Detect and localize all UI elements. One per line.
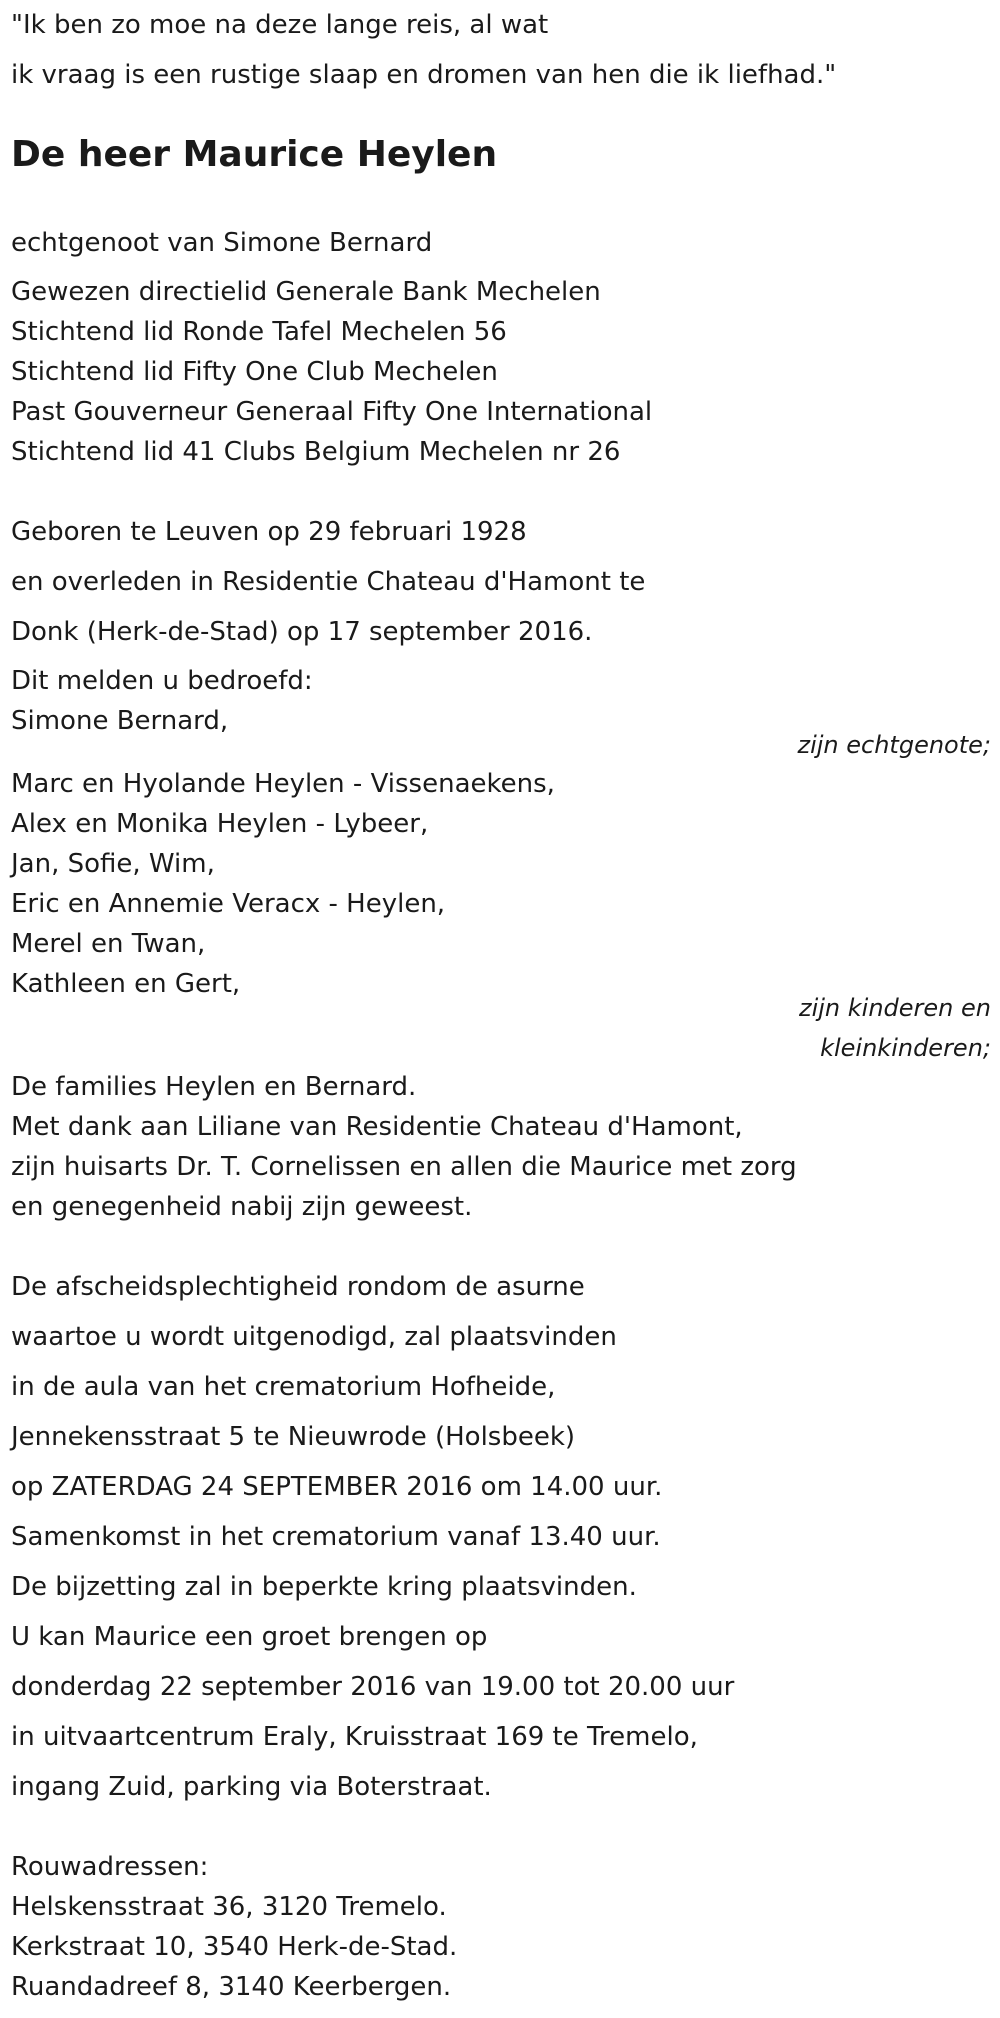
- families-line: De families Heylen en Bernard.: [11, 1072, 417, 1102]
- child-line: Kathleen en Gert,: [11, 969, 241, 999]
- address-line: Helskensstraat 36, 3120 Tremelo.: [11, 1892, 447, 1922]
- ceremony-line: op ZATERDAG 24 SEPTEMBER 2016 om 14.00 uur.: [11, 1472, 663, 1502]
- addresses-heading: Rouwadressen:: [11, 1852, 209, 1882]
- ceremony-line: in uitvaartcentrum Eraly, Kruisstraat 169 te Tremelo,: [11, 1722, 698, 1752]
- thanks-line: zijn huisarts Dr. T. Cornelissen en allen die Maurice met zorg: [11, 1152, 797, 1182]
- children-relation-line-2: kleinkinderen;: [820, 1034, 991, 1062]
- quote-line-1: "Ik ben zo moe na deze lange reis, al wat: [11, 10, 549, 40]
- ceremony-line: De afscheidsplechtigheid rondom de asurne: [11, 1272, 585, 1302]
- children-relation-line-1: zijn kinderen en: [799, 994, 991, 1022]
- ceremony-line: Samenkomst in het crematorium vanaf 13.40 uur.: [11, 1522, 661, 1552]
- thanks-line: en genegenheid nabij zijn geweest.: [11, 1192, 473, 1222]
- address-line: Ruandadreef 8, 3140 Keerbergen.: [11, 1972, 452, 2002]
- child-line: Marc en Hyolande Heylen - Vissenaekens,: [11, 769, 555, 799]
- deceased-name: De heer Maurice Heylen: [11, 134, 498, 175]
- ceremony-line: Jennekensstraat 5 te Nieuwrode (Holsbeek): [11, 1422, 576, 1452]
- role-line: Stichtend lid 41 Clubs Belgium Mechelen nr 26: [11, 437, 621, 467]
- spouse-relation: zijn echtgenote;: [797, 731, 991, 759]
- thanks-line: Met dank aan Liliane van Residentie Chateau d'Hamont,: [11, 1112, 743, 1142]
- role-line: Stichtend lid Ronde Tafel Mechelen 56: [11, 317, 507, 347]
- birth-death-line: en overleden in Residentie Chateau d'Hamont te: [11, 567, 646, 597]
- announcer-spouse: Simone Bernard,: [11, 706, 229, 736]
- obituary-document: [11, 0, 991, 2018]
- role-line: Gewezen directielid Generale Bank Mechelen: [11, 277, 601, 307]
- address-line: Kerkstraat 10, 3540 Herk-de-Stad.: [11, 1932, 458, 1962]
- ceremony-line: waartoe u wordt uitgenodigd, zal plaatsvinden: [11, 1322, 617, 1352]
- ceremony-line: De bijzetting zal in beperkte kring plaatsvinden.: [11, 1572, 637, 1602]
- birth-death-line: Geboren te Leuven op 29 februari 1928: [11, 517, 527, 547]
- child-line: Alex en Monika Heylen - Lybeer,: [11, 809, 429, 839]
- role-line: Stichtend lid Fifty One Club Mechelen: [11, 357, 498, 387]
- ceremony-line: U kan Maurice een groet brengen op: [11, 1622, 488, 1652]
- child-line: Eric en Annemie Veracx - Heylen,: [11, 889, 446, 919]
- child-line: Merel en Twan,: [11, 929, 206, 959]
- role-line: Past Gouverneur Generaal Fifty One International: [11, 397, 653, 427]
- child-line: Jan, Sofie, Wim,: [11, 849, 215, 879]
- ceremony-line: ingang Zuid, parking via Boterstraat.: [11, 1772, 492, 1802]
- spouse-line: echtgenoot van Simone Bernard: [11, 228, 433, 258]
- birth-death-line: Donk (Herk-de-Stad) op 17 september 2016.: [11, 617, 593, 647]
- announcers-intro: Dit melden u bedroefd:: [11, 666, 313, 696]
- ceremony-line: donderdag 22 september 2016 van 19.00 tot 20.00 uur: [11, 1672, 735, 1702]
- quote-line-2: ik vraag is een rustige slaap en dromen van hen die ik liefhad.": [11, 60, 837, 90]
- ceremony-line: in de aula van het crematorium Hofheide,: [11, 1372, 556, 1402]
